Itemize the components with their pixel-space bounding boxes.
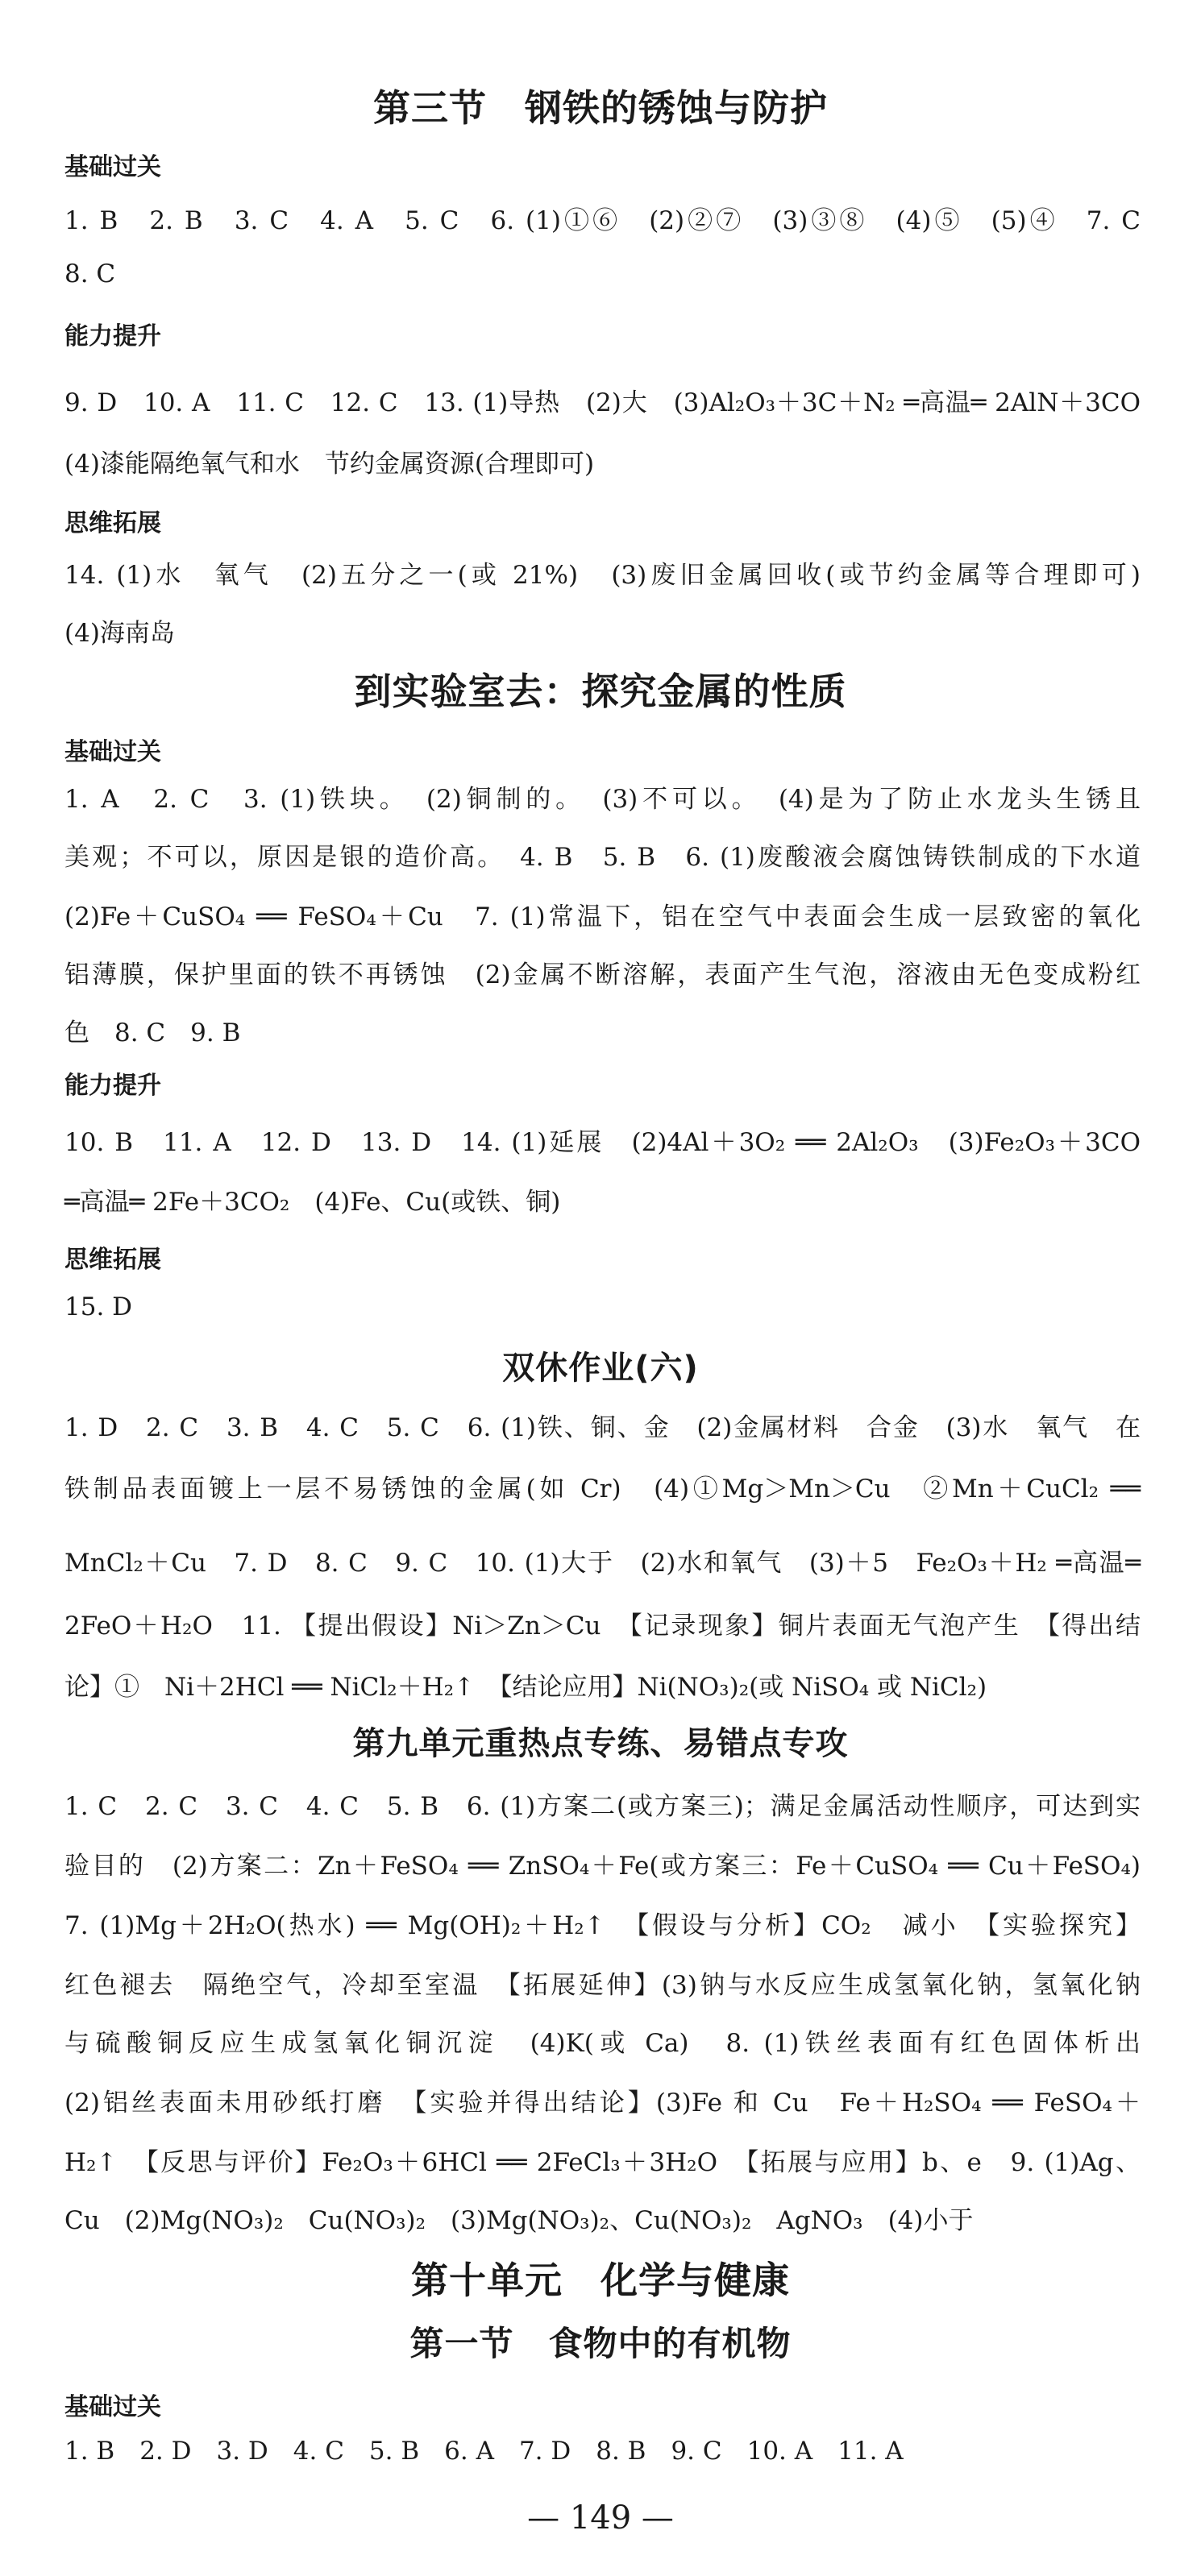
answer-line: 与硫酸铜反应生成氢氧化铜沉淀 (4)K(或 Ca) 8. (1)铁丝表面有红色固体析出	[64, 2029, 1141, 2058]
page-number: — 149 —	[527, 2499, 674, 2537]
answer-line: (4)海南岛	[64, 619, 175, 648]
subsection-heading: 基础过关	[64, 153, 161, 181]
answer-line: 红色褪去 隔绝空气，冷却至室温 【拓展延伸】(3)钠与水反应生成氢氧化钠，氢氧化钠	[64, 1971, 1141, 2000]
answer-line: 论】① Ni＋2HCl ══ NiCl₂＋H₂↑ 【结论应用】Ni(NO₃)₂(或 NiSO₄ 或 NiCl₂)	[64, 1673, 987, 1702]
subsection-heading: 能力提升	[64, 322, 161, 351]
answer-line: (2)铝丝表面未用砂纸打磨 【实验并得出结论】(3)Fe 和 Cu Fe＋H₂SO₄ ══ FeSO₄＋	[64, 2089, 1141, 2118]
section-title: 第一节 食物中的有机物	[409, 2324, 792, 2363]
answer-line: 色 8. C 9. B	[64, 1018, 241, 1047]
answer-line: 2FeO＋H₂O 11. 【提出假设】Ni＞Zn＞Cu 【记录现象】铜片表面无气泡产生 【得出结	[64, 1612, 1141, 1641]
answer-line: 铝薄膜，保护里面的铁不再锈蚀 (2)金属不断溶解，表面产生气泡，溶液由无色变成粉红	[64, 960, 1141, 989]
section-title: 双休作业(六)	[502, 1350, 699, 1387]
answer-line: 9. D 10. A 11. C 12. C 13. (1)导热 (2)大 (3)Al₂O₃＋3C＋N₂ ═高温═ 2AlN＋3CO	[64, 388, 1141, 417]
answer-line: 1. A 2. C 3. (1)铁块。 (2)铜制的。 (3)不可以。 (4)是为了防止水龙头生锈且	[64, 785, 1141, 814]
section-title: 第三节 钢铁的锈蚀与防护	[373, 86, 828, 130]
section-title: 到实验室去：探究金属的性质	[354, 670, 847, 713]
answer-line: 1. D 2. C 3. B 4. C 5. C 6. (1)铁、铜、金 (2)金属材料 合金 (3)水 氧气 在	[64, 1413, 1141, 1442]
answer-line: H₂↑ 【反思与评价】Fe₂O₃＋6HCl ══ 2FeCl₃＋3H₂O 【拓展与应用】b、e 9. (1)Ag、	[64, 2148, 1141, 2177]
answer-line: ═高温═ 2Fe＋3CO₂ (4)Fe、Cu(或铁、铜)	[64, 1188, 561, 1217]
section-title: 第九单元重热点专练、易错点专攻	[352, 1725, 849, 1762]
subsection-heading: 能力提升	[64, 1072, 161, 1100]
answer-line: MnCl₂＋Cu 7. D 8. C 9. C 10. (1)大于 (2)水和氧气 (3)＋5 Fe₂O₃＋H₂ ═高温═	[64, 1549, 1141, 1578]
answer-line: 10. B 11. A 12. D 13. D 14. (1)延展 (2)4Al＋3O₂ ══ 2Al₂O₃ (3)Fe₂O₃＋3CO	[64, 1128, 1141, 1157]
answer-line: (4)漆能隔绝氧气和水 节约金属资源(合理即可)	[64, 450, 595, 479]
answer-line: 1. B 2. B 3. C 4. A 5. C 6. (1)①⑥ (2)②⑦ (3)③⑧ (4)⑤ (5)④ 7. C	[64, 206, 1141, 235]
subsection-heading: 基础过关	[64, 738, 161, 766]
answer-line: 美观；不可以，原因是银的造价高。 4. B 5. B 6. (1)废酸液会腐蚀铸铁制成的下水道	[64, 843, 1141, 872]
subsection-heading: 思维拓展	[64, 1246, 161, 1274]
answer-line: 铁制品表面镀上一层不易锈蚀的金属(如 Cr) (4)①Mg＞Mn＞Cu ②Mn＋CuCl₂ ══	[64, 1475, 1141, 1504]
unit-title: 第十单元 化学与健康	[411, 2259, 790, 2302]
answer-line: 14. (1)水 氧气 (2)五分之一(或 21%) (3)废旧金属回收(或节约金属等合理即可)	[64, 561, 1141, 590]
answer-line: 15. D	[64, 1292, 133, 1321]
answer-line: 1. B 2. D 3. D 4. C 5. B 6. A 7. D 8. B 9. C 10. A 11. A	[64, 2437, 904, 2466]
subsection-heading: 基础过关	[64, 2393, 161, 2421]
answer-line: Cu (2)Mg(NO₃)₂ Cu(NO₃)₂ (3)Mg(NO₃)₂、Cu(NO₃)₂ AgNO₃ (4)小于	[64, 2206, 974, 2235]
answer-line: 7. (1)Mg＋2H₂O(热水) ══ Mg(OH)₂＋H₂↑ 【假设与分析】CO₂ 减小 【实验探究】	[64, 1911, 1141, 1940]
answer-line: (2)Fe＋CuSO₄ ══ FeSO₄＋Cu 7. (1)常温下，铝在空气中表面会生成一层致密的氧化	[64, 902, 1141, 931]
answer-line: 1. C 2. C 3. C 4. C 5. B 6. (1)方案二(或方案三)；满足金属活动性顺序，可达到实	[64, 1792, 1141, 1821]
answer-line: 验目的 (2)方案二：Zn＋FeSO₄ ══ ZnSO₄＋Fe(或方案三：Fe＋CuSO₄ ══ Cu＋FeSO₄)	[64, 1852, 1141, 1881]
subsection-heading: 思维拓展	[64, 509, 161, 537]
answer-line: 8. C	[64, 259, 116, 288]
